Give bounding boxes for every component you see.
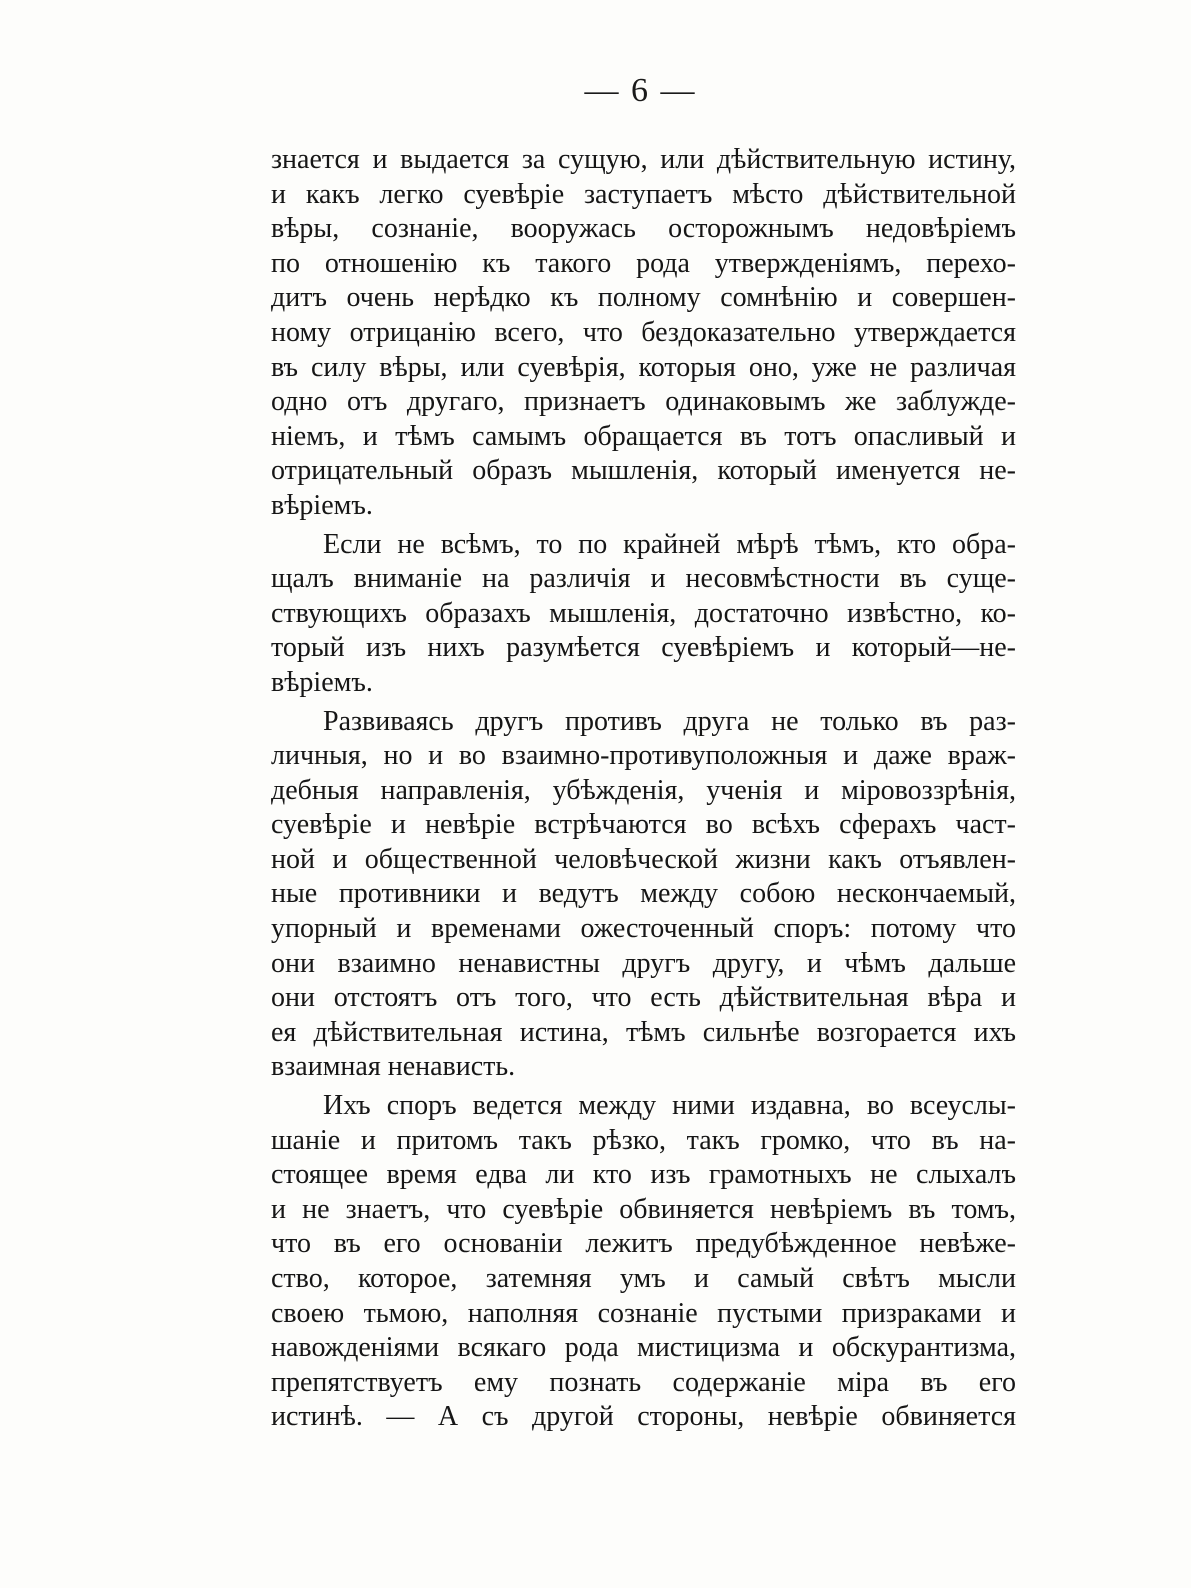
text-line: въ силу вѣры, или суевѣрія, которыя оно, уже не различая: [271, 351, 1016, 383]
text-line: ные противники и ведутъ между собою нескончаемый,: [271, 878, 1016, 910]
text-line: ствующихъ образахъ мышленія, достаточно извѣстно, ко-: [271, 597, 1016, 629]
text-line: шаніе и притомъ такъ рѣзко, такъ громко, что въ на-: [271, 1124, 1016, 1156]
text-line: Ихъ споръ ведется между ними издавна, во всеуслы-: [323, 1090, 1016, 1122]
text-line: они взаимно ненавистны другъ другу, и чѣмъ дальше: [271, 947, 1016, 979]
text-line: стоящее время едва ли кто изъ грамотныхъ не слыхалъ: [271, 1159, 1016, 1191]
text-line: и не знаетъ, что суевѣріе обвиняется невѣріемъ въ томъ,: [271, 1193, 1016, 1225]
text-line: они отстоятъ отъ того, что есть дѣйствительная вѣра и: [271, 982, 1016, 1014]
text-line: личныя, но и во взаимно-противуположныя и даже враж-: [271, 740, 1016, 772]
text-line: что въ его основаніи лежитъ предубѣжденное невѣже-: [271, 1228, 1016, 1260]
text-line: ной и общественной человѣческой жизни какъ отъявлен-: [271, 843, 1016, 875]
text-line: препятствуетъ ему познать содержаніе міра въ его: [271, 1366, 1016, 1398]
text-line: ніемъ, и тѣмъ самымъ обращается въ тотъ опасливый и: [271, 420, 1016, 452]
paragraph: [271, 1089, 1016, 1435]
text-line: вѣріемъ.: [271, 666, 373, 698]
paragraph: [271, 705, 1016, 1086]
text-line: Если не всѣмъ, то по крайней мѣрѣ тѣмъ, кто обра-: [323, 528, 1016, 560]
text-line: своею тьмою, наполняя сознаніе пустыми призраками и: [271, 1297, 1016, 1329]
text-line: ному отрицанію всего, что бездоказательно утверждается: [271, 316, 1016, 348]
text-line: упорный и временами ожесточенный споръ: потому что: [271, 913, 1016, 945]
text-line: суевѣріе и невѣріе встрѣчаются во всѣхъ сферахъ част-: [271, 809, 1016, 841]
paragraph: [271, 143, 1016, 524]
text-line: вѣры, сознаніе, вооружась осторожнымъ недовѣріемъ: [271, 213, 1016, 245]
text-line: ство, которое, затемняя умъ и самый свѣтъ мысли: [271, 1263, 1016, 1294]
text-line: ея дѣйствительная истина, тѣмъ сильнѣе возгорается ихъ: [271, 1016, 1016, 1048]
text-line: дебныя направленія, убѣжденія, ученія и міровоззрѣнія,: [271, 774, 1016, 806]
body-text: [271, 143, 1016, 1435]
text-line: торый изъ нихъ разумѣется суевѣріемъ и который—не-: [271, 632, 1016, 664]
text-line: истинѣ. — А съ другой стороны, невѣріе обвиняется: [271, 1401, 1016, 1433]
text-line: щалъ вниманіе на различія и несовмѣстности въ суще-: [271, 563, 1016, 595]
text-line: отрицательный образъ мышленія, который именуется не-: [271, 455, 1016, 487]
text-line: дитъ очень нерѣдко къ полному сомнѣнію и совершен-: [271, 282, 1016, 314]
text-line: вѣріемъ.: [271, 489, 373, 521]
text-line: взаимная ненависть.: [271, 1051, 516, 1083]
text-line: знается и выдается за сущую, или дѣйствительную истину,: [271, 144, 1016, 175]
text-line: одно отъ другаго, признаетъ одинаковымъ же заблужде-: [271, 386, 1016, 418]
text-line: Развиваясь другъ противъ друга не только въ раз-: [323, 705, 1016, 737]
page-number: — 6 —: [584, 72, 697, 109]
text-line: по отношенію къ такого рода утвержденіямъ, перехо-: [271, 247, 1016, 279]
paragraph: [271, 528, 1016, 701]
text-line: навожденіями всякаго рода мистицизма и обскурантизма,: [271, 1332, 1016, 1364]
text-line: и какъ легко суевѣріе заступаетъ мѣсто дѣйствительной: [271, 178, 1016, 210]
